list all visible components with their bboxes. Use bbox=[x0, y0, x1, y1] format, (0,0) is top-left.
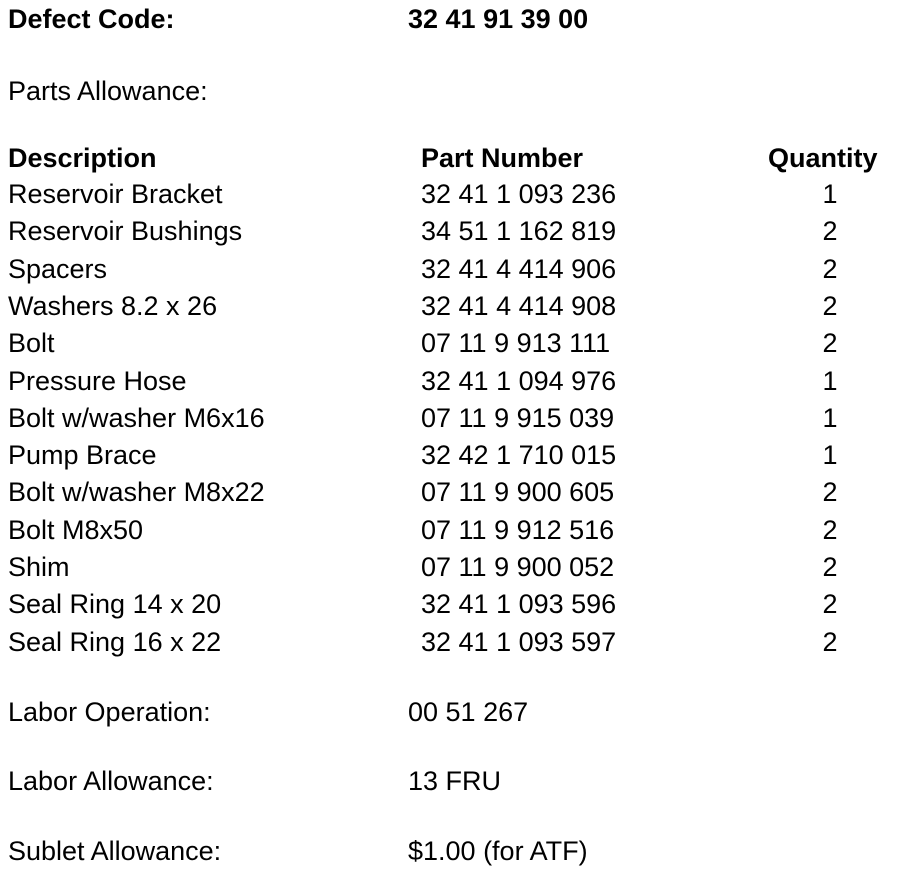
quantity-header: Quantity bbox=[768, 143, 878, 173]
part-number: 32 41 4 414 908 bbox=[421, 291, 617, 321]
part-quantity: 1 bbox=[822, 179, 838, 209]
part-number: 07 11 9 900 605 bbox=[421, 477, 615, 507]
part-description: Shim bbox=[8, 552, 70, 582]
part-number: 32 42 1 710 015 bbox=[421, 440, 617, 470]
part-description: Pump Brace bbox=[8, 440, 157, 470]
defect-code-label: Defect Code: bbox=[8, 4, 175, 34]
part-quantity: 2 bbox=[822, 216, 838, 246]
part-number: 07 11 9 915 039 bbox=[421, 403, 615, 433]
labor-allowance-label: Labor Allowance: bbox=[8, 766, 214, 796]
sublet-allowance-value: $1.00 (for ATF) bbox=[408, 836, 588, 866]
part-number: 34 51 1 162 819 bbox=[421, 216, 617, 246]
part-quantity: 1 bbox=[822, 440, 838, 470]
part-description: Seal Ring 16 x 22 bbox=[8, 627, 222, 657]
parts-allowance-label: Parts Allowance: bbox=[8, 76, 208, 106]
part-description: Reservoir Bushings bbox=[8, 216, 243, 246]
part-quantity: 1 bbox=[822, 366, 838, 396]
description-header: Description bbox=[8, 143, 157, 173]
part-number-header: Part Number bbox=[421, 143, 584, 173]
part-description: Bolt w/washer M8x22 bbox=[8, 477, 265, 507]
part-description: Bolt M8x50 bbox=[8, 515, 144, 545]
part-description: Bolt w/washer M6x16 bbox=[8, 403, 265, 433]
part-number: 32 41 1 093 597 bbox=[421, 627, 617, 657]
part-description: Spacers bbox=[8, 254, 108, 284]
labor-allowance-value: 13 FRU bbox=[408, 766, 502, 796]
part-quantity: 2 bbox=[822, 254, 838, 284]
part-quantity: 2 bbox=[822, 328, 838, 358]
part-number: 32 41 1 093 236 bbox=[421, 179, 617, 209]
part-number: 32 41 4 414 906 bbox=[421, 254, 617, 284]
part-number: 07 11 9 913 111 bbox=[421, 328, 611, 358]
part-number: 07 11 9 900 052 bbox=[421, 552, 615, 582]
part-quantity: 2 bbox=[822, 515, 838, 545]
part-quantity: 2 bbox=[822, 627, 838, 657]
part-description: Pressure Hose bbox=[8, 366, 187, 396]
part-quantity: 2 bbox=[822, 477, 838, 507]
sublet-allowance-label: Sublet Allowance: bbox=[8, 836, 222, 866]
part-number: 07 11 9 912 516 bbox=[421, 515, 615, 545]
part-quantity: 2 bbox=[822, 552, 838, 582]
part-quantity: 2 bbox=[822, 589, 838, 619]
part-quantity: 2 bbox=[822, 291, 838, 321]
labor-operation-label: Labor Operation: bbox=[8, 697, 211, 727]
part-number: 32 41 1 094 976 bbox=[421, 366, 617, 396]
part-description: Seal Ring 14 x 20 bbox=[8, 589, 222, 619]
labor-operation-value: 00 51 267 bbox=[408, 697, 529, 727]
part-number: 32 41 1 093 596 bbox=[421, 589, 617, 619]
part-description: Washers 8.2 x 26 bbox=[8, 291, 218, 321]
part-description: Bolt bbox=[8, 328, 55, 358]
part-quantity: 1 bbox=[822, 403, 838, 433]
part-description: Reservoir Bracket bbox=[8, 179, 223, 209]
defect-code-value: 32 41 91 39 00 bbox=[408, 4, 589, 34]
